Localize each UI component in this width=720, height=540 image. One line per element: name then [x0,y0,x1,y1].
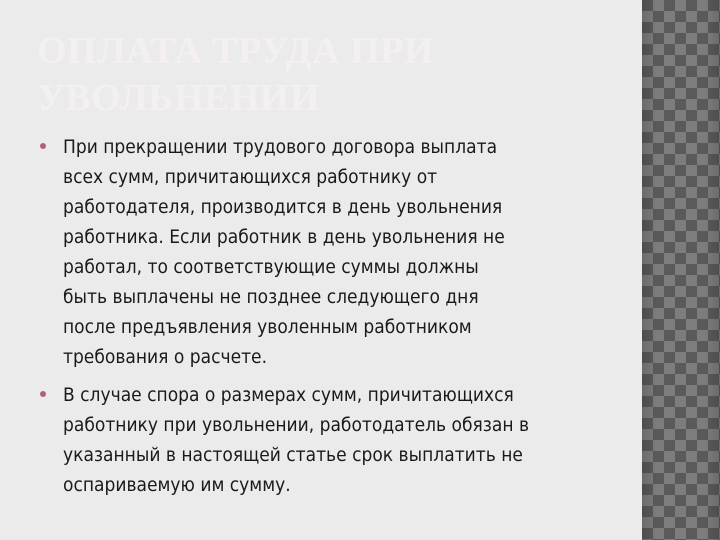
bullet-dot-icon [40,391,46,397]
bullet-item [40,380,612,500]
decorative-pattern-panel [642,0,720,540]
bullet-text: При прекращении трудового договора выплата всех сумм, причитающихся работнику от работодателя, производится в день увольнения работника. Если работник в день увольнения не работал, то соответствующие суммы должны быть выплачены не позднее следующего дня после предъявления уволенным работником требования о расчете. [63,136,505,368]
bullet-list [40,132,612,508]
slide-title: ОПЛАТА ТРУДА ПРИ УВОЛЬНЕНИИ [37,30,434,119]
bullet-item [40,132,612,372]
bullet-dot-icon [40,143,46,149]
bullet-text: В случае спора о размерах сумм, причитающихся работнику при увольнении, работодатель обязан в указанный в настоящей статье срок выплатить не оспариваемую им сумму. [63,384,530,496]
